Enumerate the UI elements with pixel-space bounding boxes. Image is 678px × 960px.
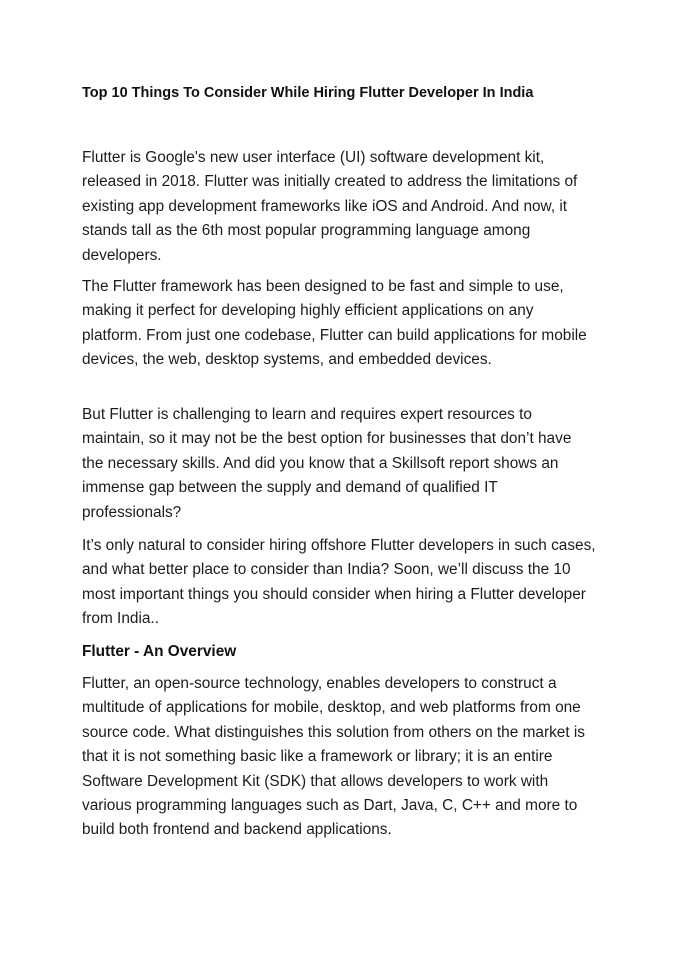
document-title: Top 10 Things To Consider While Hiring Flutter Developer In India [82,85,534,101]
offshore-paragraph: It’s only natural to consider hiring offshore Flutter developers in such cases, and what better place to consider than India? Soon, we’ll discuss the 10 most important things you should consider when hiring a Flutter developer from India.. [82,537,596,628]
framework-paragraph: The Flutter framework has been designed to be fast and simple to use, making it perfect for developing highly efficient applications on any platform. From just one codebase, Flutter can build applications for mobile devices, the web, desktop systems, and embedded devices. [82,278,587,369]
intro-paragraph: Flutter is Google's new user interface (UI) software development kit, released in 2018. Flutter was initially created to address the limitations of existing app development frameworks like iOS and Android. And now, it stands tall as the 6th most popular programming language among developers. [82,149,578,264]
section-heading: Flutter - An Overview [82,643,237,660]
overview-paragraph: Flutter, an open-source technology, enables developers to construct a multitude of applications for mobile, desktop, and web platforms from one source code. What distinguishes this solution from others on the market is that it is not something basic like a framework or library; it is an entire Software Development Kit (SDK) that allows developers to work with various programming languages such as Dart, Java, C, C++ and more to build both frontend and backend applications. [82,675,585,839]
challenge-paragraph: But Flutter is challenging to learn and requires expert resources to maintain, so it may not be the best option for businesses that don’t have the necessary skills. And did you know that a Skillsoft report shows an immense gap between the supply and demand of qualified IT professionals? [82,406,572,521]
